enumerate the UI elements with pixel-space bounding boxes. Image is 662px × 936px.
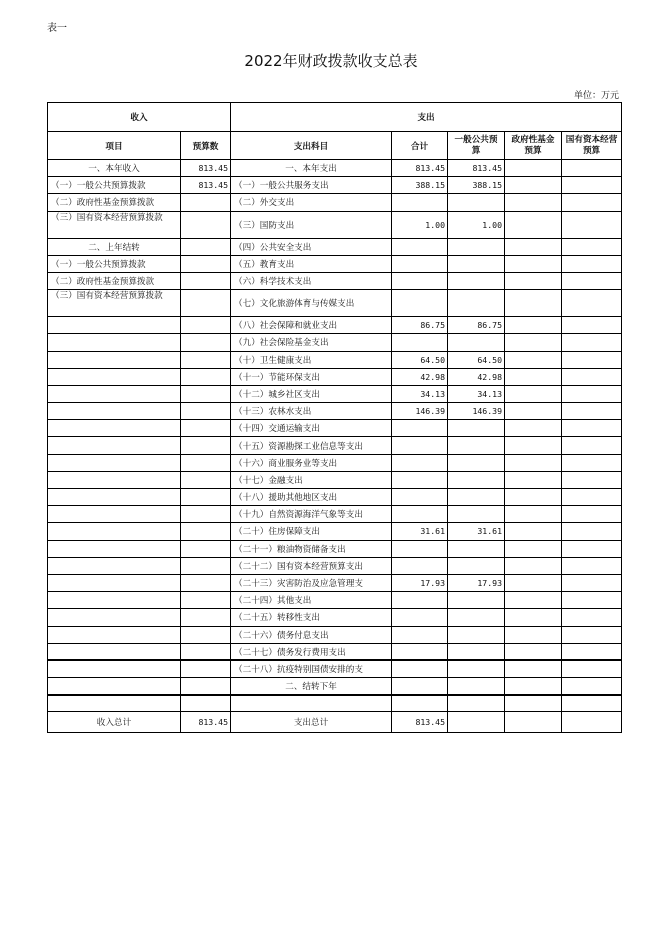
income-item (48, 660, 181, 677)
col-item: 项目 (48, 132, 181, 160)
income-budget (181, 540, 231, 557)
expense-total (392, 660, 448, 677)
expense-total (392, 272, 448, 289)
state-capital-budget (562, 454, 622, 471)
income-item (48, 643, 181, 660)
income-item (48, 368, 181, 385)
table-row (48, 506, 622, 523)
general-budget: 146.39 (448, 403, 505, 420)
table-row (48, 420, 622, 437)
fund-budget (505, 290, 562, 317)
general-budget (448, 437, 505, 454)
state-capital-budget (562, 574, 622, 591)
income-item: （二）政府性基金预算拨款 (48, 194, 181, 211)
expense-item: （十一）节能环保支出 (231, 368, 392, 385)
income-item: 二、上年结转 (48, 238, 181, 255)
state-capital-budget (562, 540, 622, 557)
general-budget: 388.15 (448, 177, 505, 194)
expense-total (392, 194, 448, 211)
table-row (48, 177, 622, 194)
expense-total (392, 540, 448, 557)
col-fund-budget: 政府性基金预算 (505, 132, 562, 160)
state-capital-budget (562, 695, 622, 712)
income-item (48, 489, 181, 506)
general-budget (448, 489, 505, 506)
income-budget (181, 272, 231, 289)
fund-budget (505, 609, 562, 626)
state-capital-budget (562, 317, 622, 334)
table-row (48, 592, 622, 609)
fund-budget (505, 351, 562, 368)
income-item: 一、本年收入 (48, 160, 181, 177)
income-item (48, 420, 181, 437)
expense-total (392, 420, 448, 437)
income-budget: 813.45 (181, 177, 231, 194)
state-capital-budget (562, 626, 622, 643)
table-row (48, 678, 622, 695)
table-tag: 表一 (47, 23, 67, 34)
state-capital-budget (562, 177, 622, 194)
table-row (48, 489, 622, 506)
table-row (48, 643, 622, 660)
fund-budget (505, 177, 562, 194)
income-budget (181, 368, 231, 385)
expense-item: （九）社会保险基金支出 (231, 334, 392, 351)
state-capital-budget (562, 290, 622, 317)
expense-item: 一、本年支出 (231, 160, 392, 177)
income-item: （一）一般公共预算拨款 (48, 255, 181, 272)
income-item (48, 626, 181, 643)
expense-total (392, 454, 448, 471)
general-budget: 34.13 (448, 385, 505, 402)
fund-budget (505, 194, 562, 211)
table-row (48, 211, 622, 238)
income-item: （三）国有资本经营预算拨款 (48, 211, 181, 238)
state-capital-budget (562, 403, 622, 420)
state-capital-budget (562, 255, 622, 272)
unit-label: 单位：万元 (573, 91, 619, 101)
income-item (48, 351, 181, 368)
state-capital-budget (562, 437, 622, 454)
expense-item: （八）社会保障和就业支出 (231, 317, 392, 334)
general-budget (448, 471, 505, 488)
income-item (48, 540, 181, 557)
fund-budget (505, 471, 562, 488)
general-budget (448, 609, 505, 626)
total-row (48, 712, 622, 733)
state-capital-budget (562, 678, 622, 695)
expense-item: （二）外交支出 (231, 194, 392, 211)
expense-header: 支出 (231, 103, 622, 132)
expense-total: 388.15 (392, 177, 448, 194)
fund-budget (505, 420, 562, 437)
expense-item: （二十一）粮油物资储备支出 (231, 540, 392, 557)
income-item (48, 437, 181, 454)
fund-budget (505, 238, 562, 255)
income-item (48, 523, 181, 540)
budget-table (47, 102, 622, 733)
expense-total (392, 506, 448, 523)
general-budget (448, 643, 505, 660)
income-budget (181, 238, 231, 255)
general-budget: 86.75 (448, 317, 505, 334)
table-row (48, 437, 622, 454)
general-budget (448, 660, 505, 677)
state-capital-budget (562, 272, 622, 289)
expense-item: （二十）住房保障支出 (231, 523, 392, 540)
general-budget: 42.98 (448, 368, 505, 385)
expense-total (392, 489, 448, 506)
expense-item: （七）文化旅游体育与传媒支出 (231, 290, 392, 317)
expense-item: （六）科学技术支出 (231, 272, 392, 289)
general-budget (448, 272, 505, 289)
expense-item: （五）教育支出 (231, 255, 392, 272)
table-row (48, 385, 622, 402)
expense-item: （二十三）灾害防治及应急管理支 (231, 574, 392, 591)
table-row (48, 471, 622, 488)
expense-item: （二十五）转移性支出 (231, 609, 392, 626)
general-budget (448, 238, 505, 255)
table-row (48, 238, 622, 255)
general-budget (448, 678, 505, 695)
table-row (48, 194, 622, 211)
expense-item (231, 695, 392, 712)
table-row (48, 574, 622, 591)
general-budget (448, 454, 505, 471)
cell (562, 712, 622, 733)
col-state-capital-budget: 国有资本经营预算 (562, 132, 622, 160)
income-budget (181, 643, 231, 660)
income-budget (181, 290, 231, 317)
state-capital-budget (562, 592, 622, 609)
fund-budget (505, 489, 562, 506)
expense-total (392, 471, 448, 488)
state-capital-budget (562, 334, 622, 351)
income-budget (181, 255, 231, 272)
expense-item: （二十六）债务付息支出 (231, 626, 392, 643)
table-row (48, 290, 622, 317)
income-budget (181, 523, 231, 540)
table-row (48, 454, 622, 471)
expense-total (392, 437, 448, 454)
state-capital-budget (562, 194, 622, 211)
expense-total (392, 557, 448, 574)
fund-budget (505, 540, 562, 557)
state-capital-budget (562, 660, 622, 677)
expense-total (392, 695, 448, 712)
general-budget (448, 420, 505, 437)
expense-item: （一）一般公共服务支出 (231, 177, 392, 194)
fund-budget (505, 678, 562, 695)
expense-item: （十）卫生健康支出 (231, 351, 392, 368)
expense-total: 813.45 (392, 160, 448, 177)
income-item: （二）政府性基金预算拨款 (48, 272, 181, 289)
cell (448, 712, 505, 733)
expense-total: 34.13 (392, 385, 448, 402)
state-capital-budget (562, 211, 622, 238)
income-budget (181, 574, 231, 591)
fund-budget (505, 506, 562, 523)
table-body (48, 160, 622, 712)
col-general-budget: 一般公共预算 (448, 132, 505, 160)
table-row (48, 626, 622, 643)
income-budget (181, 420, 231, 437)
income-budget (181, 609, 231, 626)
cell (505, 712, 562, 733)
fund-budget (505, 211, 562, 238)
expense-item: （二十二）国有资本经营预算支出 (231, 557, 392, 574)
expense-total (392, 255, 448, 272)
general-budget (448, 695, 505, 712)
table-row (48, 368, 622, 385)
table-row (48, 334, 622, 351)
income-item: （三）国有资本经营预算拨款 (48, 290, 181, 317)
expense-total (392, 334, 448, 351)
income-budget (181, 557, 231, 574)
expense-total-label: 支出总计 (231, 712, 392, 733)
expense-total: 86.75 (392, 317, 448, 334)
fund-budget (505, 592, 562, 609)
general-budget: 813.45 (448, 160, 505, 177)
income-budget (181, 695, 231, 712)
income-budget (181, 194, 231, 211)
income-budget (181, 385, 231, 402)
expense-total-value: 813.45 (392, 712, 448, 733)
income-budget (181, 626, 231, 643)
income-budget (181, 471, 231, 488)
income-budget (181, 317, 231, 334)
table-row (48, 255, 622, 272)
state-capital-budget (562, 489, 622, 506)
col-expense-item: 支出科目 (231, 132, 392, 160)
state-capital-budget (562, 368, 622, 385)
expense-item: （十八）援助其他地区支出 (231, 489, 392, 506)
general-budget (448, 334, 505, 351)
expense-item: （二十七）债务发行费用支出 (231, 643, 392, 660)
state-capital-budget (562, 160, 622, 177)
income-item (48, 334, 181, 351)
col-total: 合计 (392, 132, 448, 160)
page-title: 2022年财政拨款收支总表 (244, 52, 418, 70)
fund-budget (505, 557, 562, 574)
expense-item: （十七）金融支出 (231, 471, 392, 488)
income-budget (181, 506, 231, 523)
income-item (48, 574, 181, 591)
expense-item: （十九）自然资源海洋气象等支出 (231, 506, 392, 523)
fund-budget (505, 255, 562, 272)
state-capital-budget (562, 523, 622, 540)
fund-budget (505, 626, 562, 643)
income-item (48, 557, 181, 574)
table-row (48, 540, 622, 557)
fund-budget (505, 437, 562, 454)
table-row (48, 523, 622, 540)
income-item (48, 678, 181, 695)
fund-budget (505, 272, 562, 289)
expense-total: 1.00 (392, 211, 448, 238)
state-capital-budget (562, 643, 622, 660)
table-row (48, 272, 622, 289)
expense-item: （十二）城乡社区支出 (231, 385, 392, 402)
general-budget (448, 290, 505, 317)
expense-item: （三）国防支出 (231, 211, 392, 238)
expense-item: 二、结转下年 (231, 678, 392, 695)
fund-budget (505, 403, 562, 420)
income-item (48, 695, 181, 712)
table-row (48, 660, 622, 677)
expense-total (392, 609, 448, 626)
state-capital-budget (562, 557, 622, 574)
expense-item: （十五）资源勘探工业信息等支出 (231, 437, 392, 454)
expense-item: （十三）农林水支出 (231, 403, 392, 420)
expense-total (392, 238, 448, 255)
income-item (48, 506, 181, 523)
general-budget: 64.50 (448, 351, 505, 368)
income-item (48, 454, 181, 471)
expense-total: 42.98 (392, 368, 448, 385)
table-row (48, 557, 622, 574)
general-budget: 17.93 (448, 574, 505, 591)
expense-item: （十四）交通运输支出 (231, 420, 392, 437)
general-budget (448, 557, 505, 574)
expense-total (392, 643, 448, 660)
table-row (48, 160, 622, 177)
income-budget (181, 437, 231, 454)
table-row (48, 351, 622, 368)
income-budget (181, 489, 231, 506)
expense-total (392, 290, 448, 317)
expense-total: 17.93 (392, 574, 448, 591)
income-budget: 813.45 (181, 160, 231, 177)
income-budget (181, 351, 231, 368)
income-header: 收入 (48, 103, 231, 132)
general-budget (448, 540, 505, 557)
expense-item: （四）公共安全支出 (231, 238, 392, 255)
income-total-label: 收入总计 (48, 712, 181, 733)
state-capital-budget (562, 420, 622, 437)
expense-item: （二十八）抗疫特别国债安排的支 (231, 660, 392, 677)
fund-budget (505, 574, 562, 591)
general-budget (448, 506, 505, 523)
expense-total: 31.61 (392, 523, 448, 540)
fund-budget (505, 368, 562, 385)
general-budget: 31.61 (448, 523, 505, 540)
state-capital-budget (562, 609, 622, 626)
fund-budget (505, 695, 562, 712)
income-item (48, 317, 181, 334)
income-budget (181, 454, 231, 471)
table-row (48, 609, 622, 626)
income-budget (181, 334, 231, 351)
table-row (48, 317, 622, 334)
income-item (48, 403, 181, 420)
table-row (48, 695, 622, 712)
general-budget (448, 592, 505, 609)
income-total-value: 813.45 (181, 712, 231, 733)
expense-total: 64.50 (392, 351, 448, 368)
fund-budget (505, 317, 562, 334)
income-item (48, 385, 181, 402)
expense-total: 146.39 (392, 403, 448, 420)
income-budget (181, 403, 231, 420)
state-capital-budget (562, 506, 622, 523)
expense-total (392, 626, 448, 643)
income-budget (181, 211, 231, 238)
general-budget (448, 255, 505, 272)
income-item (48, 471, 181, 488)
income-item (48, 609, 181, 626)
expense-total (392, 678, 448, 695)
fund-budget (505, 160, 562, 177)
income-item (48, 592, 181, 609)
state-capital-budget (562, 471, 622, 488)
expense-total (392, 592, 448, 609)
state-capital-budget (562, 238, 622, 255)
state-capital-budget (562, 385, 622, 402)
general-budget (448, 194, 505, 211)
income-budget (181, 678, 231, 695)
table-row (48, 403, 622, 420)
fund-budget (505, 334, 562, 351)
fund-budget (505, 523, 562, 540)
state-capital-budget (562, 351, 622, 368)
general-budget: 1.00 (448, 211, 505, 238)
income-budget (181, 660, 231, 677)
general-budget (448, 626, 505, 643)
fund-budget (505, 454, 562, 471)
fund-budget (505, 660, 562, 677)
income-budget (181, 592, 231, 609)
fund-budget (505, 385, 562, 402)
income-item: （一）一般公共预算拨款 (48, 177, 181, 194)
expense-item: （二十四）其他支出 (231, 592, 392, 609)
fund-budget (505, 643, 562, 660)
expense-item: （十六）商业服务业等支出 (231, 454, 392, 471)
col-budget: 预算数 (181, 132, 231, 160)
